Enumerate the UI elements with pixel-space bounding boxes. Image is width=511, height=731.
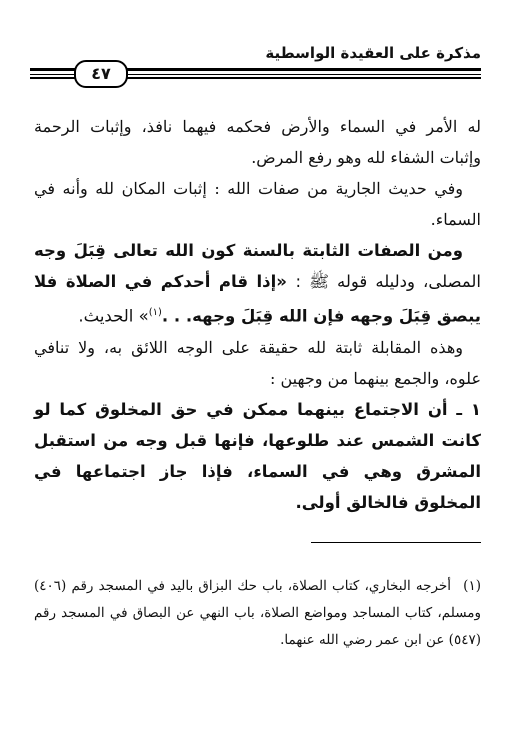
p4-line-1: وهذه المقابلة ثابتة لله حقيقة على الوجه اللائق به، ولا (78, 337, 463, 357)
footnotes (34, 573, 481, 654)
p1-line-2: الرحمة وإثبات الشفاء لله وهو رفع المرض. (34, 117, 481, 167)
body-text (34, 111, 481, 518)
p5-line-3: وهي في السماء، فإذا جاز اجتماعها في المخلوق فالخالق (34, 461, 481, 512)
paragraph-5 (34, 394, 481, 518)
p5-line-2: الشمس عند طلوعها، فإنها قبل وجه من استقبل المشرق (34, 430, 482, 481)
footnote-ref[interactable]: (١) (148, 307, 162, 318)
page-number: ٤٧ (74, 60, 128, 88)
paragraph-1 (34, 111, 481, 173)
book-title: مذكرة على العقيدة الواسطية (265, 44, 481, 62)
footnote-text: أخرجه البخاري، كتاب الصلاة، باب حك البزاق باليد في المسجد رقم (٤٠٦) ومسلم، كتاب المساجد ومواضع الصلاة، باب النهي عن البصاق في المسجد رقم (٥٤٧) عن ابن عمر رضي الله عنهما. (34, 578, 481, 648)
paragraph-4 (34, 332, 481, 394)
p3-bold-2: المصلى، ودليله قوله ﷺ : (295, 272, 481, 291)
p5-line-4: أولى. (295, 492, 341, 512)
p3-quote-1: «إذا قام أحدكم في الصلاة فلا (34, 272, 296, 291)
p3-quote-2: يبصق قِبَلَ وجهه فإن الله قِبَلَ وجهه. . . (161, 306, 481, 326)
p5-line-1: ١ ـ أن الاجتماع بينهما ممكن في حق المخلوق كما لو كانت (34, 399, 481, 450)
p3-bold-1: ومن الصفات الثابتة بالسنة كون الله تعالى قِبَلَ وجه (34, 241, 463, 260)
footnote-divider (311, 542, 481, 543)
p2-line-2: في السماء. (34, 179, 481, 229)
paragraph-2 (34, 173, 481, 235)
paragraph-3 (34, 235, 481, 332)
p3-end: » الحديث. (78, 306, 149, 326)
p2-line-1: وفي حديث الجارية من صفات الله : إثبات المكان لله وأنه (62, 179, 463, 198)
p4-line-2: تنافي علوه، والجمع بينهما من وجهين : (34, 337, 481, 388)
p1-line-1: له الأمر في السماء والأرض فحكمه فيهما نافذ، وإثبات (90, 117, 482, 136)
footnote-1 (34, 573, 481, 654)
footnote-number: (١) (463, 578, 481, 594)
